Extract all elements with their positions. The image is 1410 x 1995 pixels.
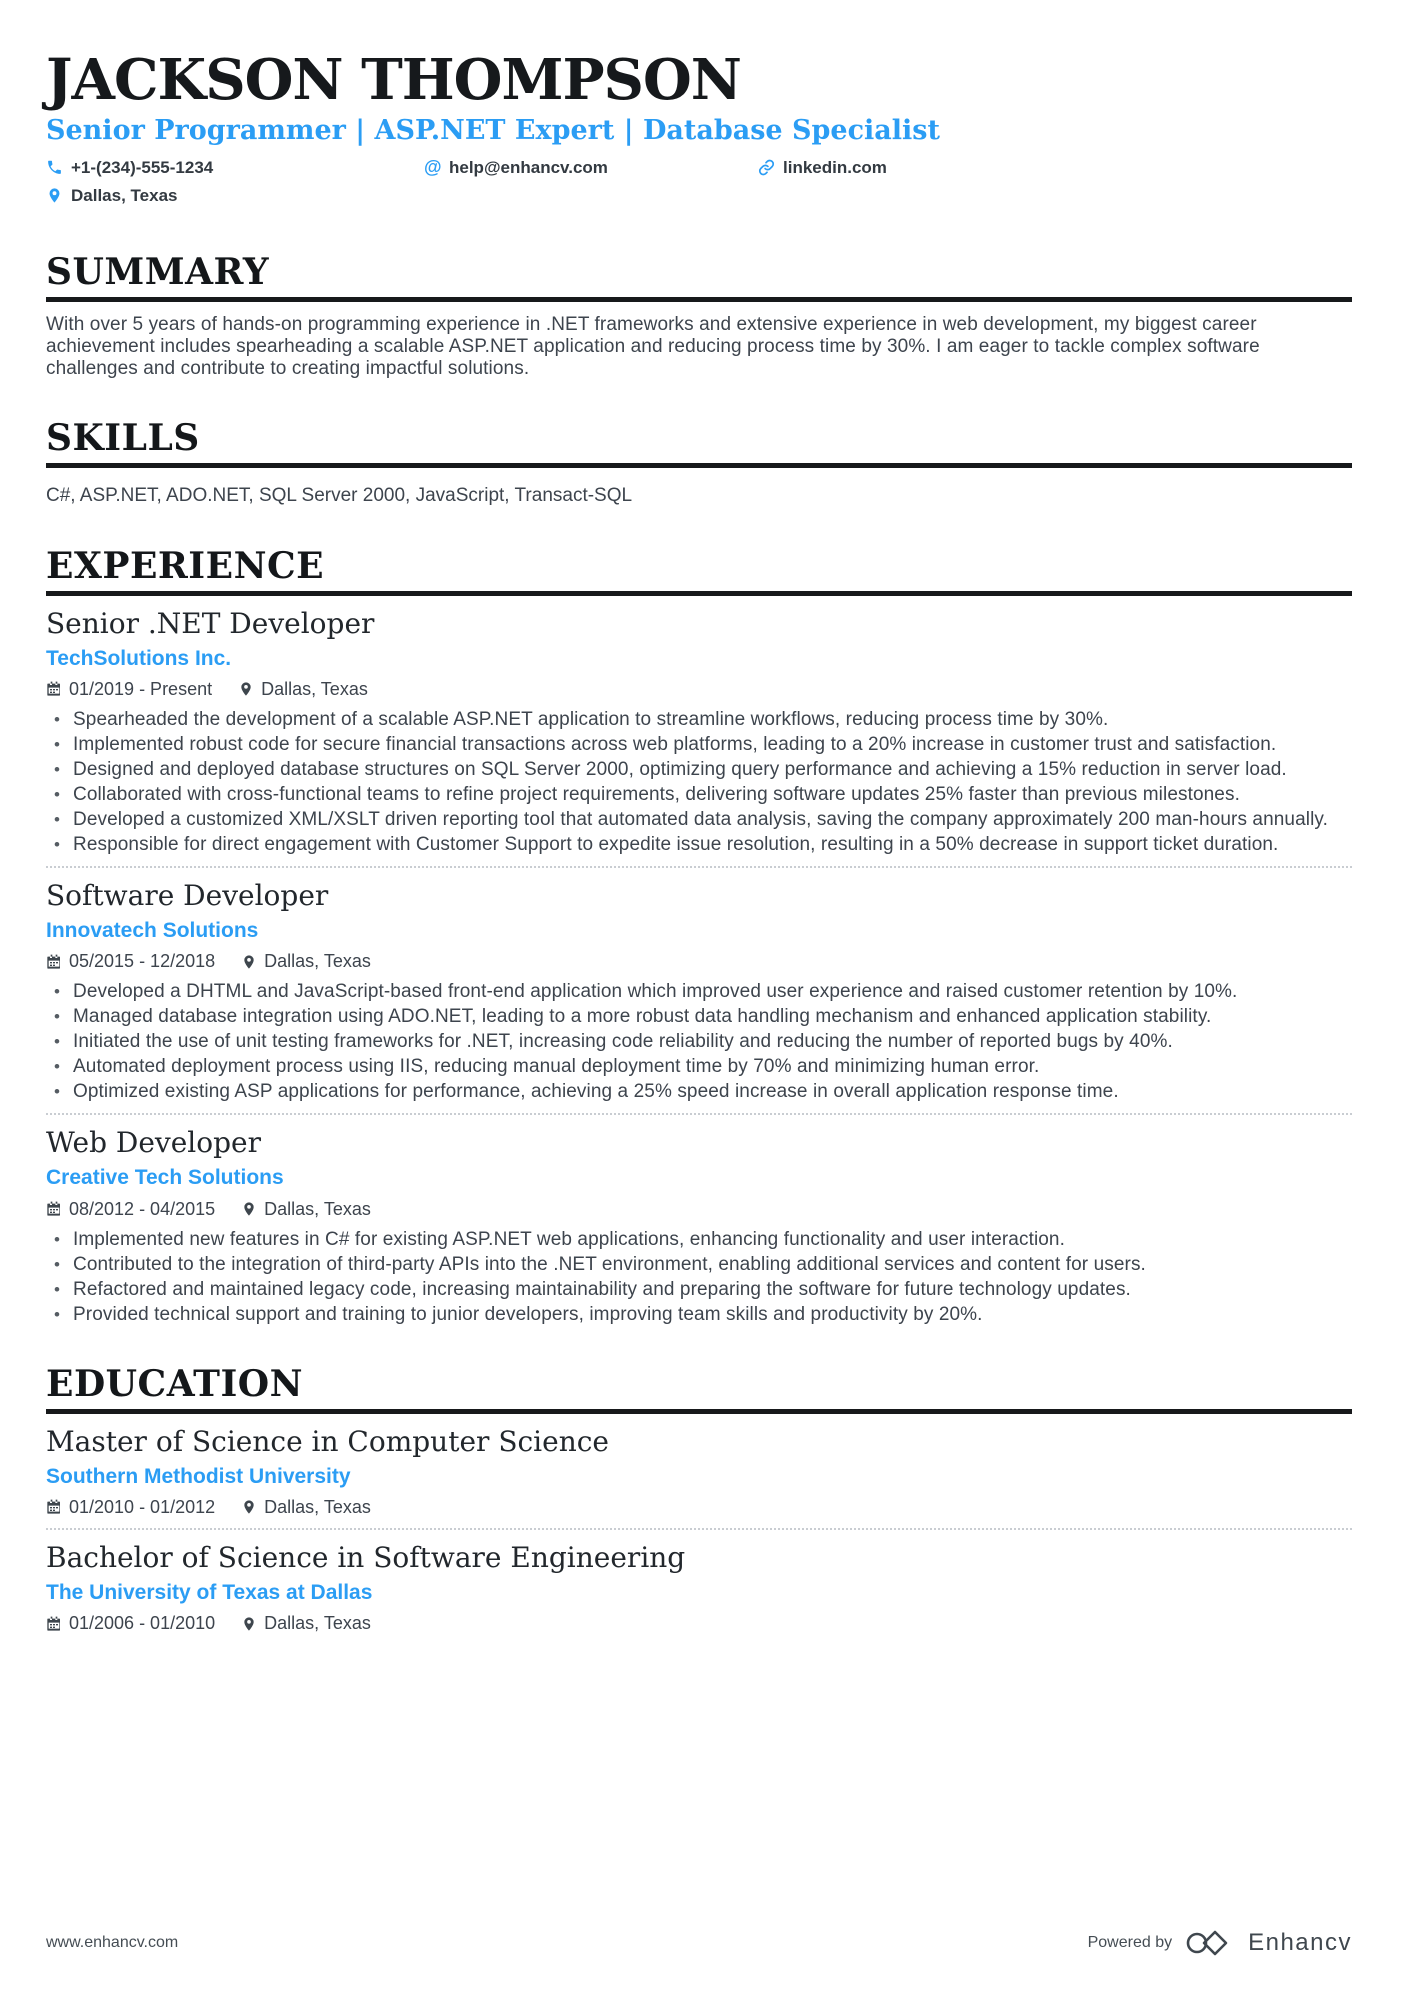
- link-icon: [758, 159, 775, 176]
- degree-location: [241, 1497, 371, 1518]
- calendar-icon: [46, 1201, 62, 1217]
- degree-entry: [46, 1426, 1352, 1518]
- calendar-icon: [46, 1499, 62, 1515]
- dotted-separator: [46, 1528, 1352, 1530]
- bullet: • Implemented new features in C# for existing ASP.NET web applications, enhancing functionality and user interaction.: [46, 1229, 1352, 1251]
- degree-dates-text: 01/2006 - 01/2010: [69, 1613, 216, 1634]
- skills-heading: SKILLS: [46, 420, 1352, 468]
- contact-email[interactable]: [424, 158, 758, 178]
- job-location: [241, 1199, 371, 1220]
- bullet: • Implemented robust code for secure financial transactions across web platforms, leading to a 20% increase in customer trust and satisfaction.: [46, 734, 1352, 756]
- dotted-separator: [46, 866, 1352, 868]
- job-location-text: Dallas, Texas: [261, 678, 368, 699]
- job-dates-text: 05/2015 - 12/2018: [69, 951, 216, 972]
- location-text: Dallas, Texas: [71, 185, 178, 205]
- degree-meta: [46, 1497, 1352, 1518]
- calendar-icon: [46, 681, 62, 697]
- location-pin-icon: [241, 954, 257, 970]
- degree-meta: [46, 1613, 1352, 1634]
- job-meta: [46, 679, 1352, 700]
- job-entry: [46, 608, 1352, 856]
- degree-dates: [46, 1497, 215, 1518]
- degree-title: Bachelor of Science in Software Engineering: [46, 1540, 686, 1574]
- footer-website-link[interactable]: www.enhancv.com: [46, 1934, 179, 1951]
- at-icon: @: [424, 157, 442, 178]
- bullet: • Developed a DHTML and JavaScript-based front-end application which improved user experience and raised customer retention by 10%.: [46, 981, 1352, 1003]
- contact-phone: [46, 158, 424, 178]
- bullet: • Spearheaded the development of a scalable ASP.NET application to streamline workflows, reducing process time by 30%.: [46, 709, 1352, 731]
- location-pin-icon: [238, 681, 254, 697]
- summary-section: [46, 250, 1352, 380]
- degree-school: Southern Methodist University: [46, 1464, 351, 1488]
- calendar-icon: [46, 1616, 62, 1632]
- resume-header: [46, 47, 1352, 214]
- link-text[interactable]: linkedin.com: [783, 157, 887, 177]
- email-text[interactable]: help@enhancv.com: [449, 157, 608, 177]
- job-location-text: Dallas, Texas: [264, 951, 371, 972]
- location-pin-icon: [241, 1499, 257, 1515]
- contact-row: [46, 158, 1352, 214]
- enhancv-logo-icon: [1186, 1929, 1234, 1957]
- job-dates-text: 08/2012 - 04/2015: [69, 1198, 216, 1219]
- location-pin-icon: [241, 1201, 257, 1217]
- bullet: • Contributed to the integration of third-party APIs into the .NET environment, enabling additional services and content for users.: [46, 1254, 1352, 1276]
- job-dates: [46, 679, 212, 700]
- location-pin-icon: [241, 1616, 257, 1632]
- education-heading: EDUCATION: [46, 1366, 1352, 1414]
- bullet: • Collaborated with cross-functional teams to refine project requirements, delivering software updates 25% faster than previous milestones.: [46, 784, 1352, 806]
- education-section: [46, 1362, 1352, 1635]
- job-dates: [46, 1199, 215, 1220]
- summary-text: With over 5 years of hands-on programming experience in .NET frameworks and extensive experience in web development, my biggest career achievement includes spearheading a scalable ASP.NET application and reducing process time by 30%. I am eager to tackle complex software challenges and contribute to creating impactful solutions.: [46, 313, 1260, 379]
- degree-location-text: Dallas, Texas: [264, 1496, 371, 1517]
- job-meta: [46, 1199, 1352, 1220]
- degree-entry: [46, 1542, 1352, 1634]
- bullet: • Developed a customized XML/XSLT driven reporting tool that automated data analysis, saving the company approximately 200 man-hours annually.: [46, 809, 1352, 831]
- job-bullets: [46, 709, 1352, 856]
- degree-title: Master of Science in Computer Science: [46, 1424, 609, 1458]
- experience-heading: EXPERIENCE: [46, 548, 1352, 596]
- degree-location-text: Dallas, Texas: [264, 1613, 371, 1634]
- enhancv-wordmark: Enhancv: [1248, 1929, 1352, 1956]
- job-title: Software Developer: [46, 878, 329, 912]
- bullet: • Designed and deployed database structures on SQL Server 2000, optimizing query performance and achieving a 15% reduction in server load.: [46, 759, 1352, 781]
- job-entry: [46, 1127, 1352, 1325]
- degree-location: [241, 1613, 371, 1634]
- skills-section: [46, 416, 1352, 508]
- page-footer: [46, 1929, 1352, 1957]
- headline: Senior Programmer | ASP.NET Expert | Database Specialist: [46, 115, 940, 146]
- bullet: • Optimized existing ASP applications for performance, achieving a 25% speed increase in overall application response time.: [46, 1081, 1352, 1103]
- bullet: • Managed database integration using ADO.NET, leading to a more robust data handling mechanism and enhanced application stability.: [46, 1006, 1352, 1028]
- phone-icon: [46, 159, 63, 176]
- degree-dates-text: 01/2010 - 01/2012: [69, 1496, 216, 1517]
- contact-location: [46, 186, 1352, 206]
- summary-heading: SUMMARY: [46, 254, 1352, 302]
- job-company: Creative Tech Solutions: [46, 1166, 284, 1190]
- job-entry: [46, 880, 1352, 1103]
- contact-link[interactable]: [758, 158, 1352, 178]
- bullet: • Responsible for direct engagement with Customer Support to expedite issue resolution, resulting in a 50% decrease in support ticket duration.: [46, 834, 1352, 856]
- phone-text: +1-(234)-555-1234: [71, 157, 214, 177]
- experience-section: [46, 544, 1352, 1326]
- job-location: [238, 679, 368, 700]
- job-bullets: [46, 981, 1352, 1103]
- skills-list: C#, ASP.NET, ADO.NET, SQL Server 2000, JavaScript, Transact-SQL: [46, 484, 633, 506]
- job-meta: [46, 951, 1352, 972]
- job-location: [241, 951, 371, 972]
- job-location-text: Dallas, Texas: [264, 1198, 371, 1219]
- powered-by-group: [1088, 1929, 1352, 1957]
- job-title: Senior .NET Developer: [46, 606, 375, 640]
- degree-school: The University of Texas at Dallas: [46, 1581, 373, 1604]
- degree-dates: [46, 1613, 215, 1634]
- location-pin-icon: [46, 187, 63, 204]
- job-bullets: [46, 1229, 1352, 1326]
- bullet: • Refactored and maintained legacy code, increasing maintainability and preparing the software for future technology updates.: [46, 1279, 1352, 1301]
- bullet: • Initiated the use of unit testing frameworks for .NET, increasing code reliability and reducing the number of reported bugs by 40%.: [46, 1031, 1352, 1053]
- bullet: • Automated deployment process using IIS, reducing manual deployment time by 70% and minimizing human error.: [46, 1056, 1352, 1078]
- job-dates: [46, 951, 215, 972]
- job-company: Innovatech Solutions: [46, 919, 259, 943]
- powered-by-label: Powered by: [1087, 1934, 1173, 1951]
- bullet: • Provided technical support and training to junior developers, improving team skills and productivity by 20%.: [46, 1304, 1352, 1326]
- job-company: TechSolutions Inc.: [46, 646, 232, 670]
- calendar-icon: [46, 954, 62, 970]
- job-dates-text: 01/2019 - Present: [69, 678, 213, 699]
- job-title: Web Developer: [46, 1126, 261, 1160]
- dotted-separator: [46, 1113, 1352, 1115]
- person-name: JACKSON THOMPSON: [46, 47, 741, 113]
